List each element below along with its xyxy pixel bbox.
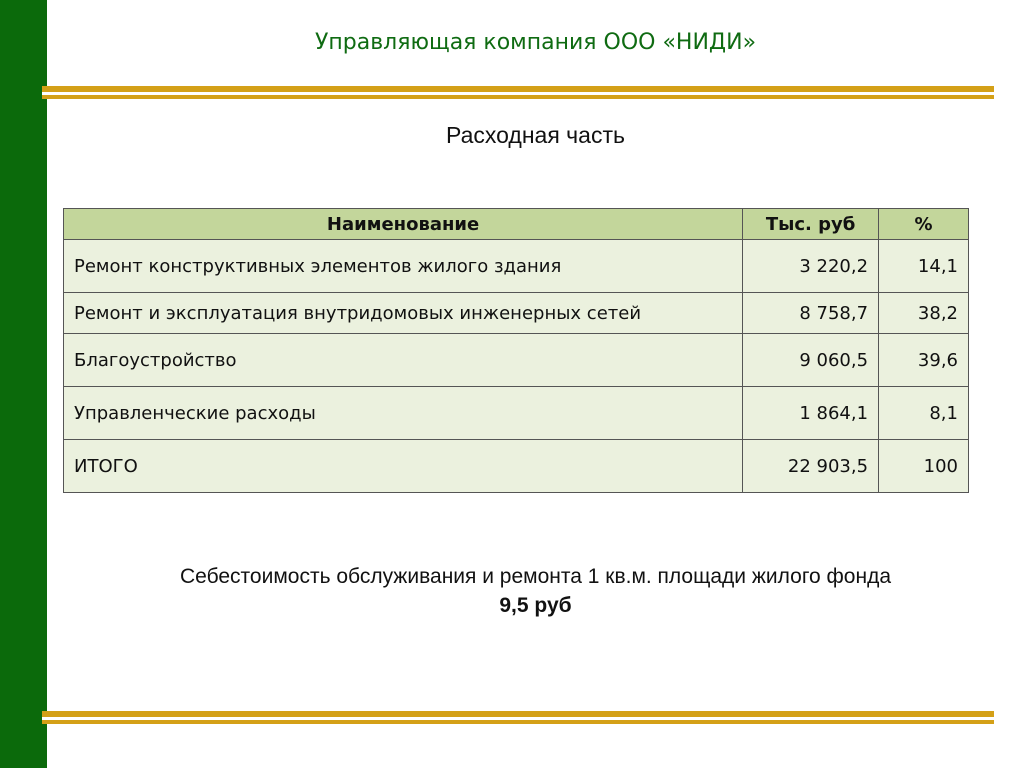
row-sum: 22 903,5 [743, 440, 879, 493]
header-name: Наименование [64, 209, 743, 240]
company-title: Управляющая компания ООО «НИДИ» [314, 30, 757, 55]
row-name: Управленческие расходы [64, 387, 743, 440]
left-green-sidebar [0, 0, 47, 768]
section-title: Расходная часть [446, 122, 625, 148]
table-row [64, 293, 969, 334]
row-percent: 100 [879, 440, 969, 493]
row-percent: 38,2 [879, 293, 969, 334]
row-sum: 8 758,7 [743, 293, 879, 334]
table-row [64, 240, 969, 293]
row-sum: 3 220,2 [743, 240, 879, 293]
table-row-total [64, 440, 969, 493]
row-percent: 14,1 [879, 240, 969, 293]
row-name: Благоустройство [64, 334, 743, 387]
table-row [64, 334, 969, 387]
row-name: Ремонт и эксплуатация внутридомовых инженерных сетей [64, 293, 743, 334]
table-row [64, 387, 969, 440]
expenses-table [63, 208, 969, 493]
row-sum: 1 864,1 [743, 387, 879, 440]
cost-note [47, 562, 1024, 620]
header-percent: % [879, 209, 969, 240]
bottom-divider [42, 711, 994, 724]
cost-note-value: 9,5 руб [499, 594, 572, 617]
row-percent: 8,1 [879, 387, 969, 440]
row-percent: 39,6 [879, 334, 969, 387]
row-sum: 9 060,5 [743, 334, 879, 387]
row-name: ИТОГО [64, 440, 743, 493]
top-divider [42, 86, 994, 99]
header-sum: Тыс. руб [743, 209, 879, 240]
row-name: Ремонт конструктивных элементов жилого здания [64, 240, 743, 293]
table-header-row [64, 209, 969, 240]
cost-note-text: Себестоимость обслуживания и ремонта 1 кв.м. площади жилого фонда [179, 565, 892, 588]
